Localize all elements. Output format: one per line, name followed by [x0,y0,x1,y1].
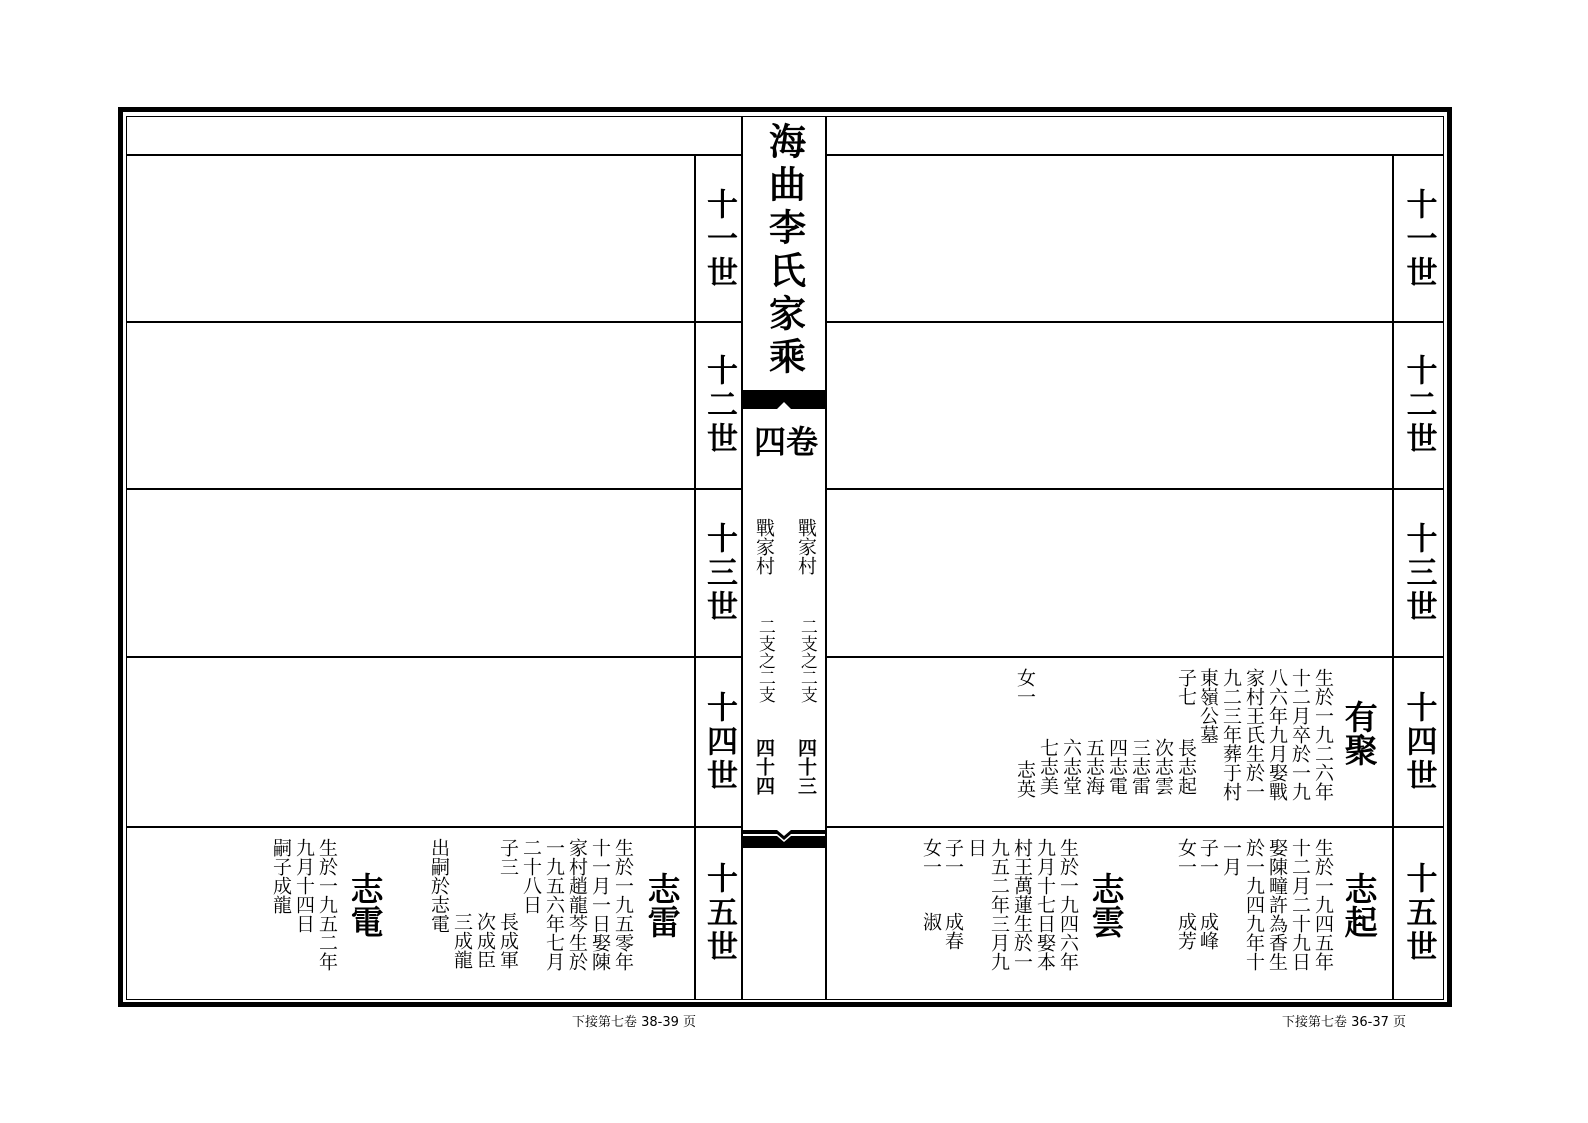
grid-line [126,656,741,658]
son-entry: 長成軍 [496,912,519,969]
spine-branch-left: 二支之二支 [754,618,775,703]
grid-line [827,321,1444,323]
bio-line: 八六年九月娶戰 [1265,668,1288,801]
child-name: 淑 [919,912,942,931]
bio-line: 一月 [1219,838,1242,876]
bio-line: 家村王氏生於一 [1242,668,1265,801]
child-count: 女一 [919,838,942,876]
son-entry: 四志電 [1105,738,1128,795]
grid-line [126,488,741,490]
spine-village-right: 戰家村 [794,518,817,575]
gen-label-right-15: 十五世 [1400,862,1437,964]
son-entry: 長志起 [1174,738,1197,795]
bio-line: 村王萬蓮生於一 [1010,838,1033,971]
child-name: 成峰 [1196,912,1219,950]
fishtail-top [743,392,825,414]
person-name-zhilei: 志雷 [642,872,682,938]
bio-line: 生於一九二六年 [1311,668,1334,801]
son-entry: 三志雷 [1128,738,1151,795]
adoption-note: 出嗣於志電 [427,838,450,933]
spine-page-left: 四十四 [752,738,775,795]
son-entry: 三成龍 [450,912,473,969]
person-name-youju: 有聚 [1339,700,1379,766]
spine-village-left: 戰家村 [752,518,775,575]
bio-line: 日 [964,838,987,857]
child-count: 子一 [941,838,964,876]
grid-line [827,656,1444,658]
bio-line: 十二月卒於一九 [1288,668,1311,801]
child-name: 成芳 [1174,912,1197,950]
spine-page-right: 四十三 [794,738,817,795]
son-entry: 六志堂 [1059,738,1082,795]
gen-label-right-12: 十二世 [1400,354,1437,456]
gen-label-left-11: 十一世 [701,187,737,290]
book-title: 海曲李氏家乘 [762,122,807,380]
footer-right: 下接第七卷 36-37 页 [1282,1015,1407,1030]
bio-line: 生於一九四六年 [1056,838,1079,971]
grid-line [827,154,1444,156]
grid-line [126,154,741,156]
spine-right-line [825,116,827,1000]
grid-line [827,826,1444,828]
bio-line: 九五二年三月九 [987,838,1010,971]
person-name-zhiyun: 志雲 [1086,872,1126,938]
child-count: 子一 [1196,838,1219,876]
footer-left: 下接第七卷 38-39 页 [572,1015,697,1030]
bio-line: 生於一九五二年 [315,838,338,971]
bio-line: 於一九四九年十 [1242,838,1265,971]
bio-line: 二十八日 [519,838,542,914]
bio-line: 十二月二十九日 [1288,838,1311,971]
spine-branch-right: 二支之二支 [796,618,817,703]
gen-label-right-13: 十三世 [1400,522,1437,624]
son-entry: 次成臣 [473,912,496,969]
son-entry: 五志海 [1082,738,1105,795]
bio-line: 九月十四日 [292,838,315,933]
grid-line [827,488,1444,490]
bio-line: 生於一九五零年 [611,838,634,971]
bio-line: 家村趙龍芩生於 [565,838,588,971]
person-name-zhiqi: 志起 [1339,872,1379,938]
grid-line [126,826,741,828]
bio-line: 生於一九四五年 [1311,838,1334,971]
adopted-son: 嗣子成龍 [269,838,292,914]
person-name-zhidian: 志電 [345,872,385,938]
volume-label: 卷四 [749,425,819,457]
son-entry: 志英 [1013,760,1036,798]
gen-label-right-14: 十四世 [1400,691,1437,793]
son-entry: 次志雲 [1151,738,1174,795]
son-entry: 七志美 [1036,738,1059,795]
bio-line: 子七 [1174,668,1197,706]
daughter-entry: 女一 [1013,668,1036,706]
bio-line: 一九五六年七月 [542,838,565,971]
bio-line: 十一月一日娶陳 [588,838,611,971]
bio-line: 九二三年葬于村 [1219,668,1242,801]
bio-line: 娶陳疃許為香生 [1265,838,1288,971]
grid-line [126,321,741,323]
child-count: 子三 [496,838,519,876]
child-count: 女一 [1174,838,1197,876]
gen-label-right-11: 十一世 [1400,187,1437,290]
bio-line: 九月十七日娶本 [1033,838,1056,971]
gen-label-left-15: 十五世 [701,862,737,964]
child-name: 成春 [941,912,964,950]
bio-line: 東嶺公墓 [1196,668,1219,744]
fishtail-bottom [743,822,825,848]
gen-label-left-12: 十二世 [701,354,737,456]
gen-label-left-14: 十四世 [701,691,737,793]
gen-label-left-13: 十三世 [701,522,737,624]
